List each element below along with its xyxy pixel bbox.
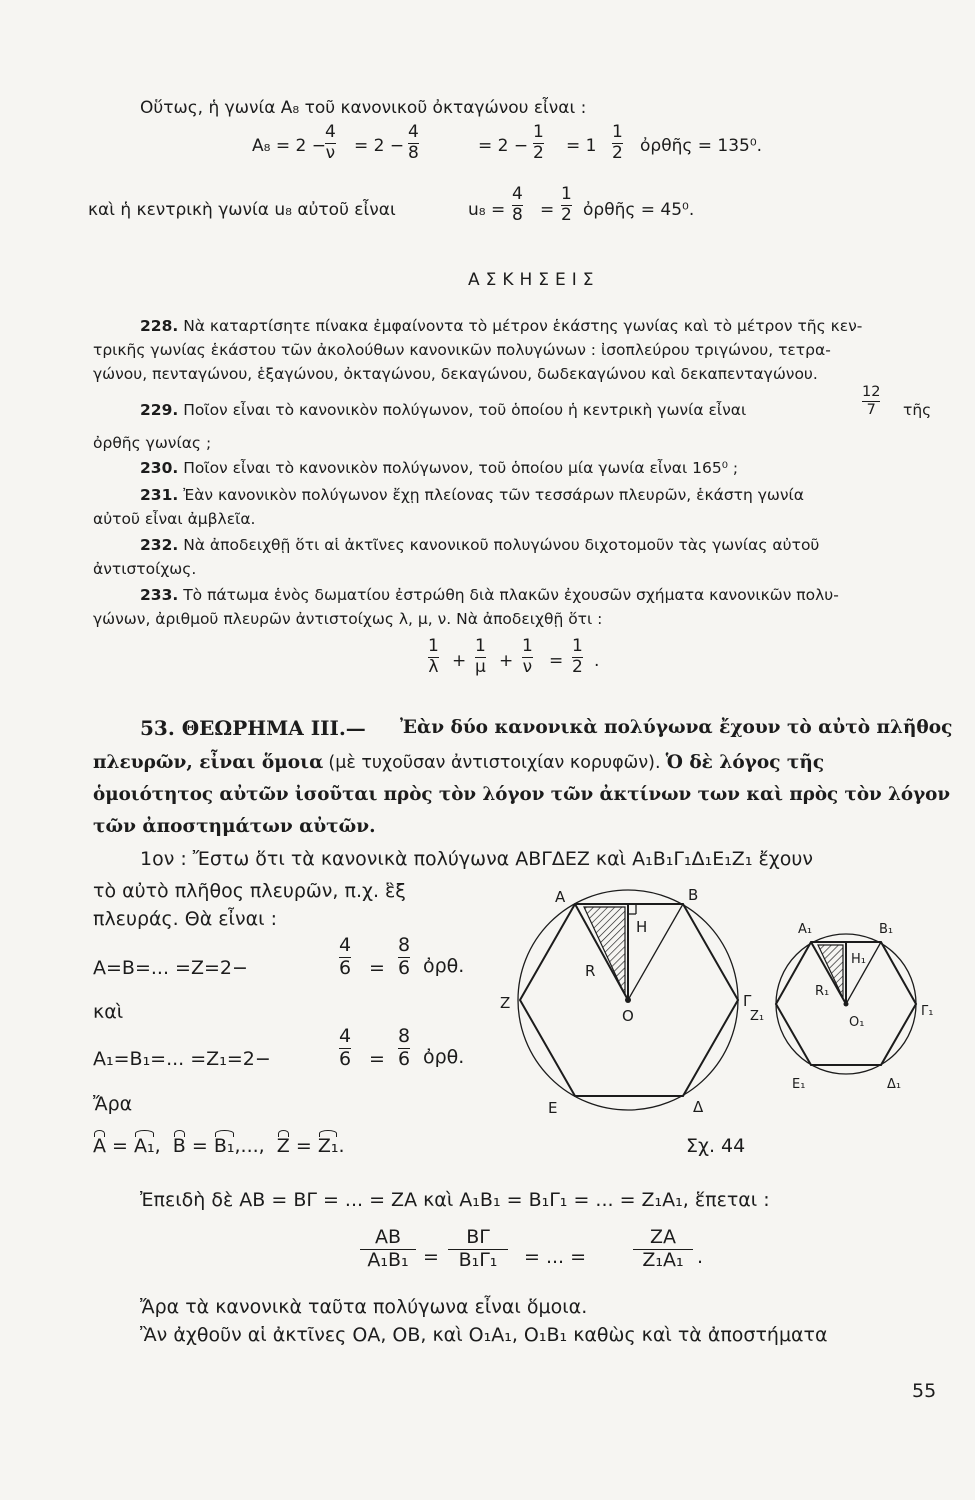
label-H1: H₁ — [851, 952, 866, 967]
exercise-text: Νὰ ἀποδειχθῇ ὅτι αἱ ἀκτῖνες κανονικοῦ πολυγώνου διχοτομοῦν τὰς γωνίας αὐτοῦ — [183, 536, 820, 554]
equation-tail: ὀρθ. — [423, 1046, 465, 1068]
exercise-text: ὀρθῆς γωνίας ; — [93, 434, 212, 452]
proof-text: Ἄρα τὰ κανονικὰ ταῦτα πολύγωνα εἶναι ὅμοια. — [140, 1296, 588, 1318]
angle-Z: Ζ — [276, 1135, 290, 1157]
exercise-text: τρικῆς γωνίας ἑκάστου τῶν ἀκολούθων κανονικῶν πολυγώνων : ἰσοπλεύρου τριγώνου, τετρα- — [93, 341, 831, 359]
fraction-12-over-7: 12 7 — [862, 384, 881, 419]
small-center-point — [844, 1002, 849, 1007]
fraction-4-over-6: 4 6 — [339, 934, 352, 979]
exercise-231 — [140, 483, 804, 507]
label-H: H — [636, 918, 648, 936]
angle-B1: Β₁ — [213, 1135, 235, 1157]
label-D1: Δ₁ — [887, 1077, 902, 1092]
exercise-number: 228. — [140, 317, 179, 335]
exercise-number: 230. — [140, 459, 179, 477]
exercise-number: 229. — [140, 401, 179, 419]
fraction-8-over-6: 8 6 — [398, 1025, 411, 1070]
period: . — [697, 1246, 704, 1268]
equation-part: = 2 − — [354, 136, 405, 156]
equation-part: = 1 — [566, 136, 597, 156]
equals-sign: = — [423, 1246, 439, 1268]
label-B1: B₁ — [879, 922, 894, 937]
fraction-1-over-mu: 1 μ — [475, 636, 486, 677]
page-number: 55 — [912, 1380, 937, 1402]
fraction-4-over-8: 4 8 — [408, 122, 419, 163]
label-E: E — [548, 1099, 558, 1117]
exercise-text: αὐτοῦ εἶναι ἀμβλεῖα. — [93, 510, 256, 528]
proof-text: 1ον : Ἔστω ὅτι τὰ κανονικὰ πολύγωνα ΑΒΓΔΕΖ καὶ Α₁Β₁Γ₁Δ₁Ε₁Ζ₁ ἔχουν — [140, 848, 813, 870]
equation-part: = 2 − — [478, 136, 529, 156]
label-R: R — [585, 962, 596, 980]
proof-text: Ἄρα — [93, 1093, 133, 1115]
theorem-text: (μὲ τυχοῦσαν ἀντιστοιχίαν κορυφῶν). — [328, 753, 661, 773]
fraction-1-over-2: 1 2 — [572, 636, 583, 677]
theorem-text: τῶν ἀποστημάτων αὐτῶν. — [93, 816, 376, 837]
fraction-8-over-6: 8 6 — [398, 934, 411, 979]
exercise-text: τῆς — [903, 401, 932, 419]
exercise-text: γώνων, ἀριθμοῦ πλευρῶν ἀντιστοίχως λ, μ, ν. Νὰ ἀποδειχθῇ ὅτι : — [93, 610, 603, 628]
equals-sign: = — [369, 1048, 385, 1070]
exercise-230 — [140, 456, 738, 480]
theorem-text: πλευρῶν, εἶναι ὅμοια — [93, 752, 324, 773]
exercise-number: 231. — [140, 486, 179, 504]
exercise-text: Ποῖον εἶναι τὸ κανονικὸν πολύγωνον, τοῦ ὁποίου μία γωνία εἶναι 165⁰ ; — [183, 459, 739, 477]
plus-sign: + — [452, 651, 467, 671]
equation-lhs: Α₁=Β₁=... =Ζ₁=2− — [93, 1048, 271, 1070]
exercise-text: Ἐὰν κανονικὸν πολύγωνον ἔχῃ πλείονας τῶν τεσσάρων πλευρῶν, ἑκάστη γωνία — [183, 486, 805, 504]
fraction-1-over-2: 1 2 — [561, 184, 572, 225]
label-R1: R₁ — [815, 984, 830, 999]
angle-A1: Α₁ — [134, 1135, 155, 1157]
exercise-229 — [140, 398, 746, 422]
period: . — [594, 651, 600, 671]
label-G: Γ — [743, 992, 752, 1010]
label-Z: Z — [500, 994, 511, 1012]
label-G1: Γ₁ — [921, 1004, 934, 1019]
equation-lhs: u₈ = — [468, 200, 506, 220]
ratio-ZA: ΖΑ Ζ₁Α₁ — [633, 1228, 693, 1271]
equation-tail: ὀρθῆς = 45⁰. — [583, 200, 695, 220]
equation-tail: ὀρθῆς = 135⁰. — [640, 136, 763, 156]
fraction-1-over-2: 1 2 — [612, 122, 623, 163]
ratio-BG: ΒΓ Β₁Γ₁ — [448, 1228, 508, 1271]
exercises-heading: ΑΣΚΗΣΕΙΣ — [468, 270, 600, 290]
exercise-text: Τὸ πάτωμα ἑνὸς δωματίου ἐστρώθη διὰ πλακῶν ἐχουσῶν σχήματα κανονικῶν πολυ- — [183, 586, 839, 604]
theorem-line — [93, 752, 824, 773]
exercise-text: Ποῖον εἶναι τὸ κανονικὸν πολύγωνον, τοῦ ὁποίου ἡ κεντρικὴ γωνία εἶναι — [183, 401, 747, 419]
label-O: O — [622, 1007, 634, 1025]
theorem-text: ὁμοιότητος αὐτῶν ἰσοῦται πρὸς τὸν λόγον τῶν ἀκτίνων των καὶ πρὸς τὸν λόγον — [93, 784, 951, 805]
equation-lhs: A₈ = 2 − — [252, 136, 326, 156]
ratio-AB: ΑΒ Α₁Β₁ — [360, 1228, 416, 1271]
theorem-text: Ἐὰν δύο κανονικὰ πολύγωνα ἔχουν τὸ αὐτὸ πλῆθος — [400, 717, 953, 738]
equation-part: = — [540, 200, 555, 220]
fraction-4-over-8: 4 8 — [512, 184, 523, 225]
proof-text: Ἂν ἀχθοῦν αἱ ἀκτῖνες ΟΑ, ΟΒ, καὶ Ο₁Α₁, Ο₁Β₁ καθὼς καὶ τὰ ἀποστήματα — [140, 1324, 828, 1346]
equation-lhs: Α=Β=... =Ζ=2− — [93, 957, 248, 979]
figure-44 — [500, 880, 960, 1130]
angle-B: Β — [172, 1135, 186, 1157]
exercise-text: ἀντιστοίχως. — [93, 560, 197, 578]
label-D: Δ — [693, 1098, 704, 1116]
equals-dots: = ... = — [524, 1246, 587, 1268]
label-A1: A₁ — [798, 922, 813, 937]
exercise-text: Νὰ καταρτίσητε πίνακα ἐμφαίνοντα τὸ μέτρον ἑκάστης γωνίας καὶ τὸ μέτρον τῆς κεν- — [183, 317, 863, 335]
theorem-label: 53. ΘΕΩΡΗΜΑ III.— — [140, 716, 366, 740]
exercise-text: γώνου, πενταγώνου, ἑξαγώνου, ὀκταγώνου, δεκαγώνου, δωδεκαγώνου καὶ δεκαπενταγώνου. — [93, 365, 818, 383]
label-A: A — [555, 888, 566, 906]
equals-sign: = — [549, 651, 564, 671]
fraction-1-over-nu: 1 ν — [522, 636, 533, 677]
equals-sign: = — [369, 957, 385, 979]
theorem-text: Ὁ δὲ λόγος τῆς — [665, 752, 825, 773]
proof-text: πλευράς. Θὰ εἶναι : — [93, 908, 277, 930]
big-center-point — [625, 997, 631, 1003]
angle-Z1: Ζ₁ — [317, 1135, 339, 1157]
fraction-1-over-lambda: 1 λ — [428, 636, 439, 677]
exercise-232 — [140, 533, 819, 557]
exercise-number: 233. — [140, 586, 179, 604]
proof-text: τὸ αὐτὸ πλῆθος πλευρῶν, π.χ. ἓξ — [93, 880, 406, 902]
fraction-1-over-2: 1 2 — [533, 122, 544, 163]
label-E1: E₁ — [792, 1077, 806, 1092]
figure-caption: Σχ. 44 — [686, 1135, 746, 1157]
intro-line: Οὕτως, ἡ γωνία A₈ τοῦ κανονικοῦ ὀκταγώνου εἶναι : — [140, 98, 587, 118]
plus-sign: + — [499, 651, 514, 671]
intro-line: καὶ ἡ κεντρικὴ γωνία u₈ αὐτοῦ εἶναι — [88, 200, 396, 220]
exercise-228 — [140, 314, 862, 338]
proof-text: Ἐπειδὴ δὲ ΑΒ = ΒΓ = ... = ΖΑ καὶ Α₁Β₁ = Β₁Γ₁ = ... = Ζ₁Α₁, ἕπεται : — [140, 1189, 770, 1211]
proof-text: καὶ — [93, 1001, 124, 1023]
fraction-4-over-v: 4 ν — [325, 122, 336, 163]
angle-equalities: Α = Α₁, Β = Β₁,..., Ζ = Ζ₁. — [93, 1135, 345, 1157]
label-Z1: Z₁ — [750, 1009, 765, 1024]
exercise-number: 232. — [140, 536, 179, 554]
exercise-233 — [140, 583, 839, 607]
equation-tail: ὀρθ. — [423, 955, 465, 977]
fraction-4-over-6: 4 6 — [339, 1025, 352, 1070]
label-B: B — [688, 886, 699, 904]
label-O1: O₁ — [849, 1015, 865, 1030]
angle-A: Α — [93, 1135, 106, 1157]
